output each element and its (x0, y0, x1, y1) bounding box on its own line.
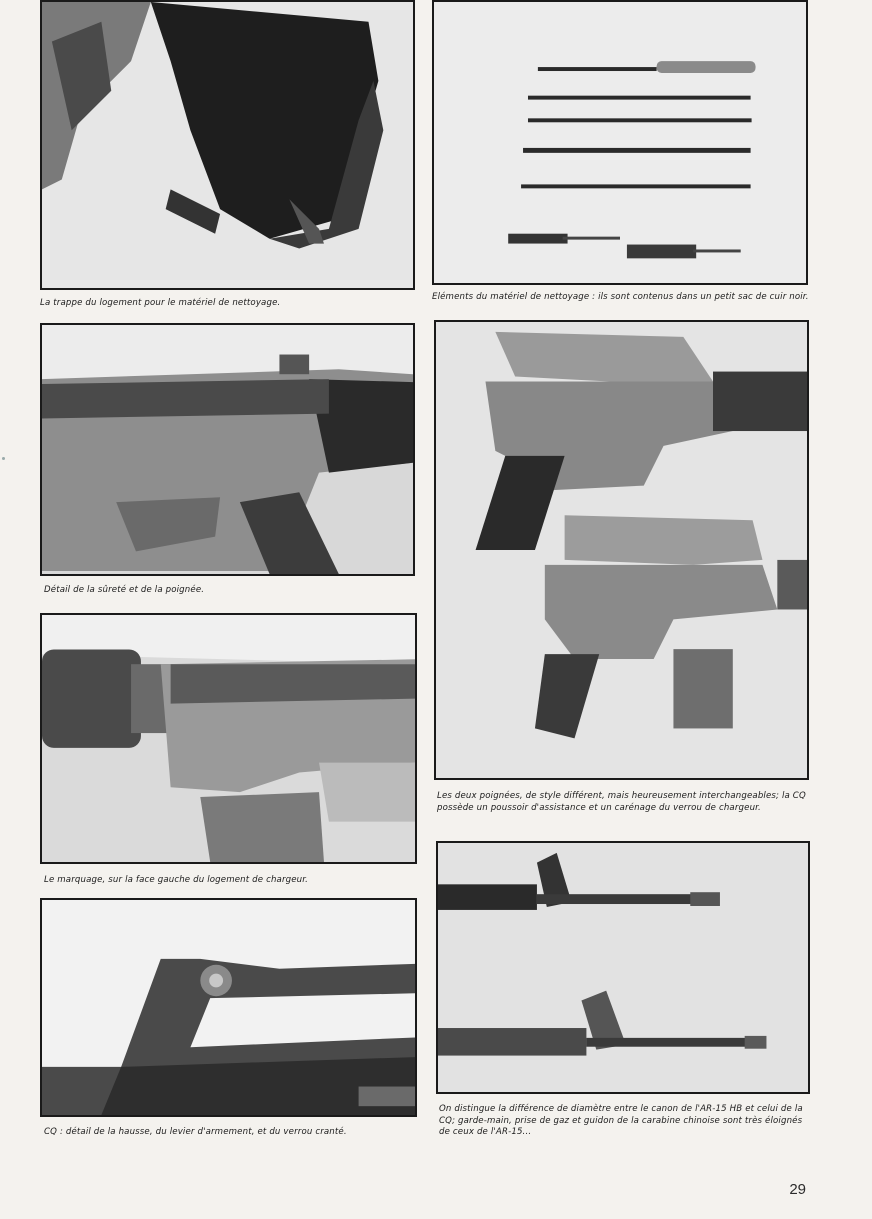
photo-markings (40, 613, 417, 864)
photo-stock-trap (40, 0, 415, 290)
caption-photo1: La trappe du logement pour le matériel de nettoyage. (40, 298, 281, 308)
caption-photo5: Le marquage, sur la face gauche du logement de chargeur. (44, 875, 309, 885)
photo-safety-grip (40, 323, 415, 576)
photo-two-grips (434, 320, 809, 780)
print-speck (2, 457, 5, 460)
caption-photo3: Détail de la sûreté et de la poignée. (44, 585, 205, 595)
caption-photo2: Eléments du matériel de nettoyage : ils sont contenus dans un petit sac de cuir noir. (432, 292, 809, 302)
caption-photo7: CQ : détail de la hausse, du levier d'armement, et du verrou cranté. (44, 1127, 347, 1137)
photo-cleaning-kit (432, 0, 808, 285)
photo-rear-sight (40, 898, 417, 1117)
caption-photo6: On distingue la différence de diamètre entre le canon de l'AR-15 HB et celui de la CQ; garde-main, prise de gaz et guidon de la carabine chinoise sont très éloignés de ceux de l'AR-15... (439, 1104, 803, 1137)
page-number: 29 (789, 1181, 806, 1198)
caption-photo4: Les deux poignées, de style différent, mais heureusement interchangeables; la CQ possède un poussoir d'assistance et un carénage du verrou de chargeur. (437, 791, 806, 813)
photo-barrels (436, 841, 810, 1094)
